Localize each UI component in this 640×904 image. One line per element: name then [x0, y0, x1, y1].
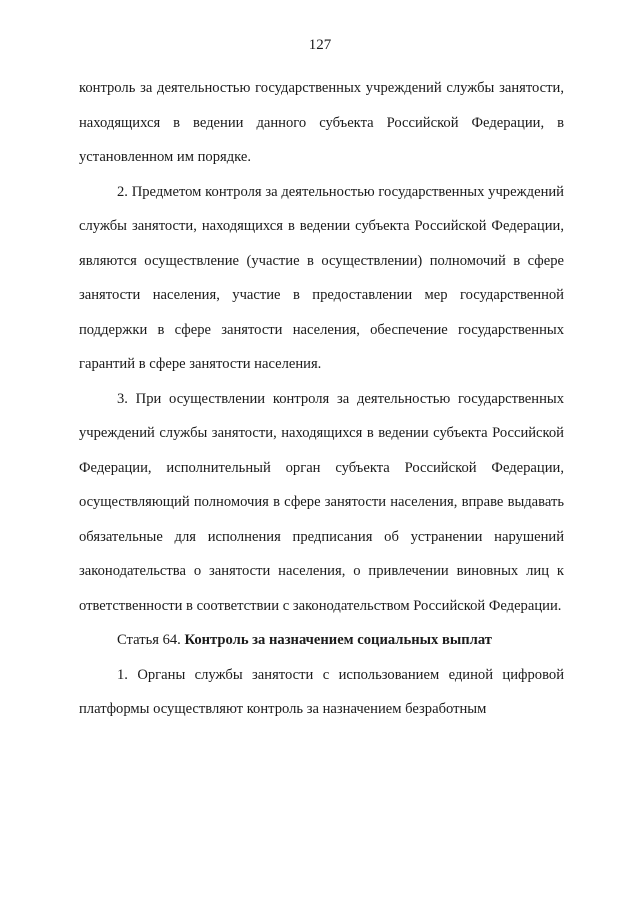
paragraph-2: 2. Предметом контроля за деятельностью государственных учреждений службы занятости, находящихся в ведении субъекта Российской Федерации, являются осуществление (участие в осуществлении) полномочий в сфере занятости населения, участие в предоставлении мер государственной поддержки в сфере занятости населения, обеспечение государственных гарантий в сфере занятости населения.: [79, 183, 564, 372]
article-label: Статья 64.: [117, 632, 181, 648]
page-number: 127: [308, 37, 332, 53]
article-paragraph-1: 1. Органы службы занятости с использованием единой цифровой платформы осуществляют контроль за назначением безработным: [79, 666, 564, 717]
article-title: Контроль за назначением социальных выплат: [184, 632, 492, 648]
document-body: [79, 71, 564, 727]
article-heading: [79, 623, 564, 658]
paragraph-continuation: контроль за деятельностью государственных учреждений службы занятости, находящихся в ведении данного субъекта Российской Федерации, в установленном им порядке.: [79, 80, 564, 165]
paragraph-3: 3. При осуществлении контроля за деятельностью государственных учреждений службы занятости, находящихся в ведении субъекта Российской Федерации, исполнительный орган субъекта Российской Федерации, осуществляющий полномочия в сфере занятости населения, вправе выдавать обязательные для исполнения предписания об устранении нарушений законодательства о занятости населения, о привлечении виновных лиц к ответственности в соответствии с законодательством Российской Федерации.: [79, 390, 564, 614]
